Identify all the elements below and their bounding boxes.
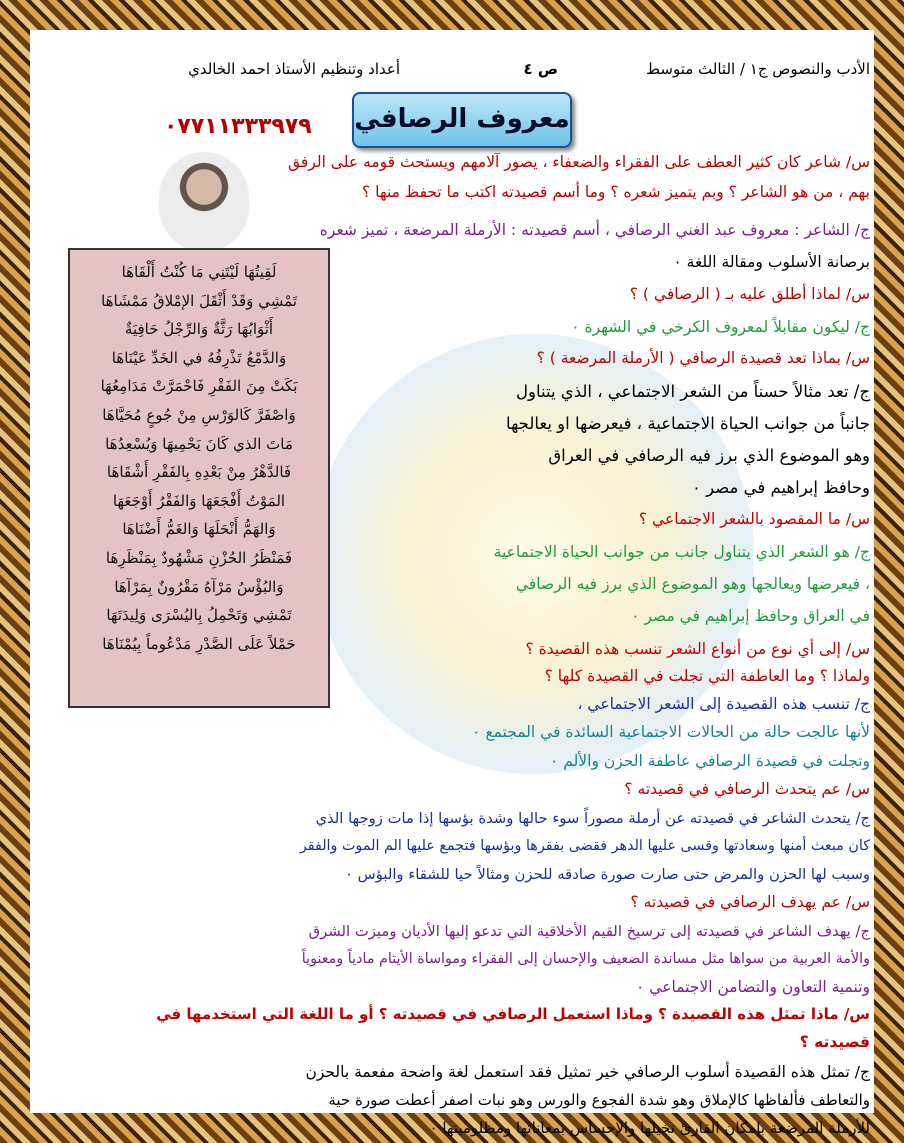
page-content [34,34,870,1143]
poem-line: لَقِيتُهَا لَيْتَنِي مَا كُنْتُ أَلْقَاهَا [121,263,277,281]
answer-line: ج/ ليكون مقابلاً لمعروف الكرخي في الشهرة ٠ [571,318,870,336]
answer-line: ج/ هو الشعر الذي يتناول جانب من جوانب الحياة الاجتماعية [493,543,870,561]
answer-line: ج/ يهدف الشاعر في قصيدته إلى ترسيخ القيم الأخلاقية التي تدعو إليها الأديان وميزت الشرق [308,923,870,940]
poem-line: وَاصْفَرَّ كَالوَرْسِ مِنْ جُوعٍ مُحَيَّاهَا [102,405,296,424]
poem-line: أَثْوَابُهَا رَثَّةٌ وَالرِّجْلُ حَافِيَةٌ [124,320,274,339]
poem-line: تَمْشِي وَقَدْ أَثْقَلَ الإمْلاقُ مَمْشَاهَا [101,291,297,310]
answer-line: وسبب لها الحزن والمرض حتى صارت صورة صادقه للحزن ومثالاً حيا للشقاء والبؤس ٠ [344,866,870,883]
page-title: معروف الرصافي [352,92,572,148]
question-line: بهم ، من هو الشاعر ؟ وبم يتميز شعره ؟ وما أسم قصيدته اكتب ما تحفظ منها ؟ [361,183,870,201]
answer-line: ج/ الشاعر : معروف عبد الغني الرصافي ، أسم قصيدته : الأرملة المرضعة ، تميز شعره [319,221,870,239]
poem-line: بَكَتْ مِنَ الفَقْرِ فَاحْمَرَّتْ مَدَامِعُهَا [100,377,298,396]
answer-line: والأمة العربية من سواها مثل مساندة الضعيف والإحسان إلى الفقراء ومواساة الأيتام مادياً ومعنوياً [301,951,870,967]
answer-line: وتنمية التعاون والتضامن الاجتماعي ٠ [636,978,870,996]
author-label: أعداد وتنظيم الأستاذ احمد الخالدي [188,60,400,78]
answer-line: ، فيعرضها ويعالجها وهو الموضوع الذي برز فيه الرصافي [515,575,870,593]
poem-line: وَالدَّمْعُ تَذْرِفُهُ في الخَدِّ عَيْنَاهَا [111,348,287,367]
poem-line: وَالهَمُّ أَنْحَلَهَا وَالغَمُّ أَضْنَاهَا [122,520,276,539]
subject-label: الأدب والنصوص ج١ / الثالث متوسط [646,60,870,78]
poem-line: حَمْلاً عَلَى الصَّدْرِ مَدْعُوماً بِيُمْنَاهَا [102,634,296,653]
question-line: قصيدته ؟ [799,1033,870,1051]
poem-line: مَاتَ الذي كَانَ يَحْمِيهَا وَيُسْعِدُهَا [105,434,293,453]
question-line: س/ إلى أي نوع من أنواع الشعر تنسب هذه القصيدة ؟ [525,640,870,658]
poem-line: فَمَنْظَرُ الحُزْنِ مَشْهُودٌ بِمَنْظَرِهَا [105,548,293,567]
answer-line: وهو الموضوع الذي برز فيه الرصافي في العراق [548,446,870,465]
author-photo [159,152,249,252]
answer-line: للأرملة المرضعة بإمكان القارئ تخيلها والإحساس بمعاناتها ومظلوميتها ٠ [429,1119,870,1137]
answer-line: جانباً من جوانب الحياة الاجتماعية ، فيعرضها او يعالجها [506,414,870,433]
answer-line: في العراق وحافظ إبراهيم في مصر ٠ [631,607,870,625]
question-line: س/ ماذا تمثل هذه القصيدة ؟ وماذا استعمل الرصافي في قصيدته ؟ أو ما اللغة التي استخدمها في [156,1005,870,1023]
answer-line: ج/ تمثل هذه القصيدة أسلوب الرصافي خير تمثيل فقد استعمل لغة واضحة مفعمة بالحزن [305,1063,870,1081]
phone-number: ٠٧٧١١٣٣٣٩٧٩ [164,114,312,139]
answer-line: ج/ تنسب هذه القصيدة إلى الشعر الاجتماعي ، [577,695,870,713]
answer-line: وتجلت في قصيدة الرصافي عاطفة الحزن والألم ٠ [550,752,870,770]
answer-line: كان مبعث أمنها وسعادتها وقسى عليها الدهر فقضى بفقرها وبؤسها فتجمع عليها الم الموت والفقر [299,838,870,854]
answer-line: ج/ تعد مثالاً حسناً من الشعر الاجتماعي ، الذي يتناول [516,382,870,401]
poem-line: المَوْتُ أَفْجَعَهَا وَالفَقْرُ أَوْجَعَهَا [112,491,286,510]
header [34,60,870,90]
answer-line: وحافظ إبراهيم في مصر ٠ [691,478,870,497]
question-line: س/ بماذا تعد قصيدة الرصافي ( الأرملة المرضعة ) ؟ [536,349,870,367]
answer-line: لأنها عالجت حالة من الحالات الاجتماعية السائدة في المجتمع ٠ [472,723,870,741]
poem-box [68,248,330,708]
question-line: ولماذا ؟ وما العاطفة التي تجلت في القصيدة كلها ؟ [544,667,870,685]
question-line: س/ عم يتحدث الرصافي في قصيدته ؟ [624,780,870,798]
answer-line: ج/ يتحدث الشاعر في قصيدته عن أرملة مصوراً سوء حالها وشدة بؤسها إذا مات زوجها الذي [315,810,870,827]
answer-line: برصانة الأسلوب ومقالة اللغة ٠ [673,253,870,271]
poem-line: فَالدَّهْرُ مِنْ بَعْدِهِ بِالفَقْرِ أَشْقَاهَا [106,463,292,482]
poem-line: وَالبُؤْسُ مَرْآهُ مَقْرُونٌ بِمَرْآهَا [114,577,284,596]
question-line: س/ عم يهدف الرصافي في قصيدته ؟ [630,893,870,911]
question-line: س/ ما المقصود بالشعر الاجتماعي ؟ [638,510,870,528]
page-number: ص ٤ [523,60,558,78]
poem-line: تَمْشِي وَتَحْمِلُ بِاليُسْرَى وَلِيدَتَهَا [106,606,292,625]
question-line: س/ لماذا أطلق عليه بـ ( الرصافي ) ؟ [629,285,870,303]
question-line: س/ شاعر كان كثير العطف على الفقراء والضعفاء ، يصور آلامهم ويستحث قومه على الرفق [287,153,870,171]
answer-line: والتعاطف فألفاظها كالإملاق وهو شدة الفجوع والورس وهو نبات اصفر أعطت صورة حية [328,1091,870,1109]
